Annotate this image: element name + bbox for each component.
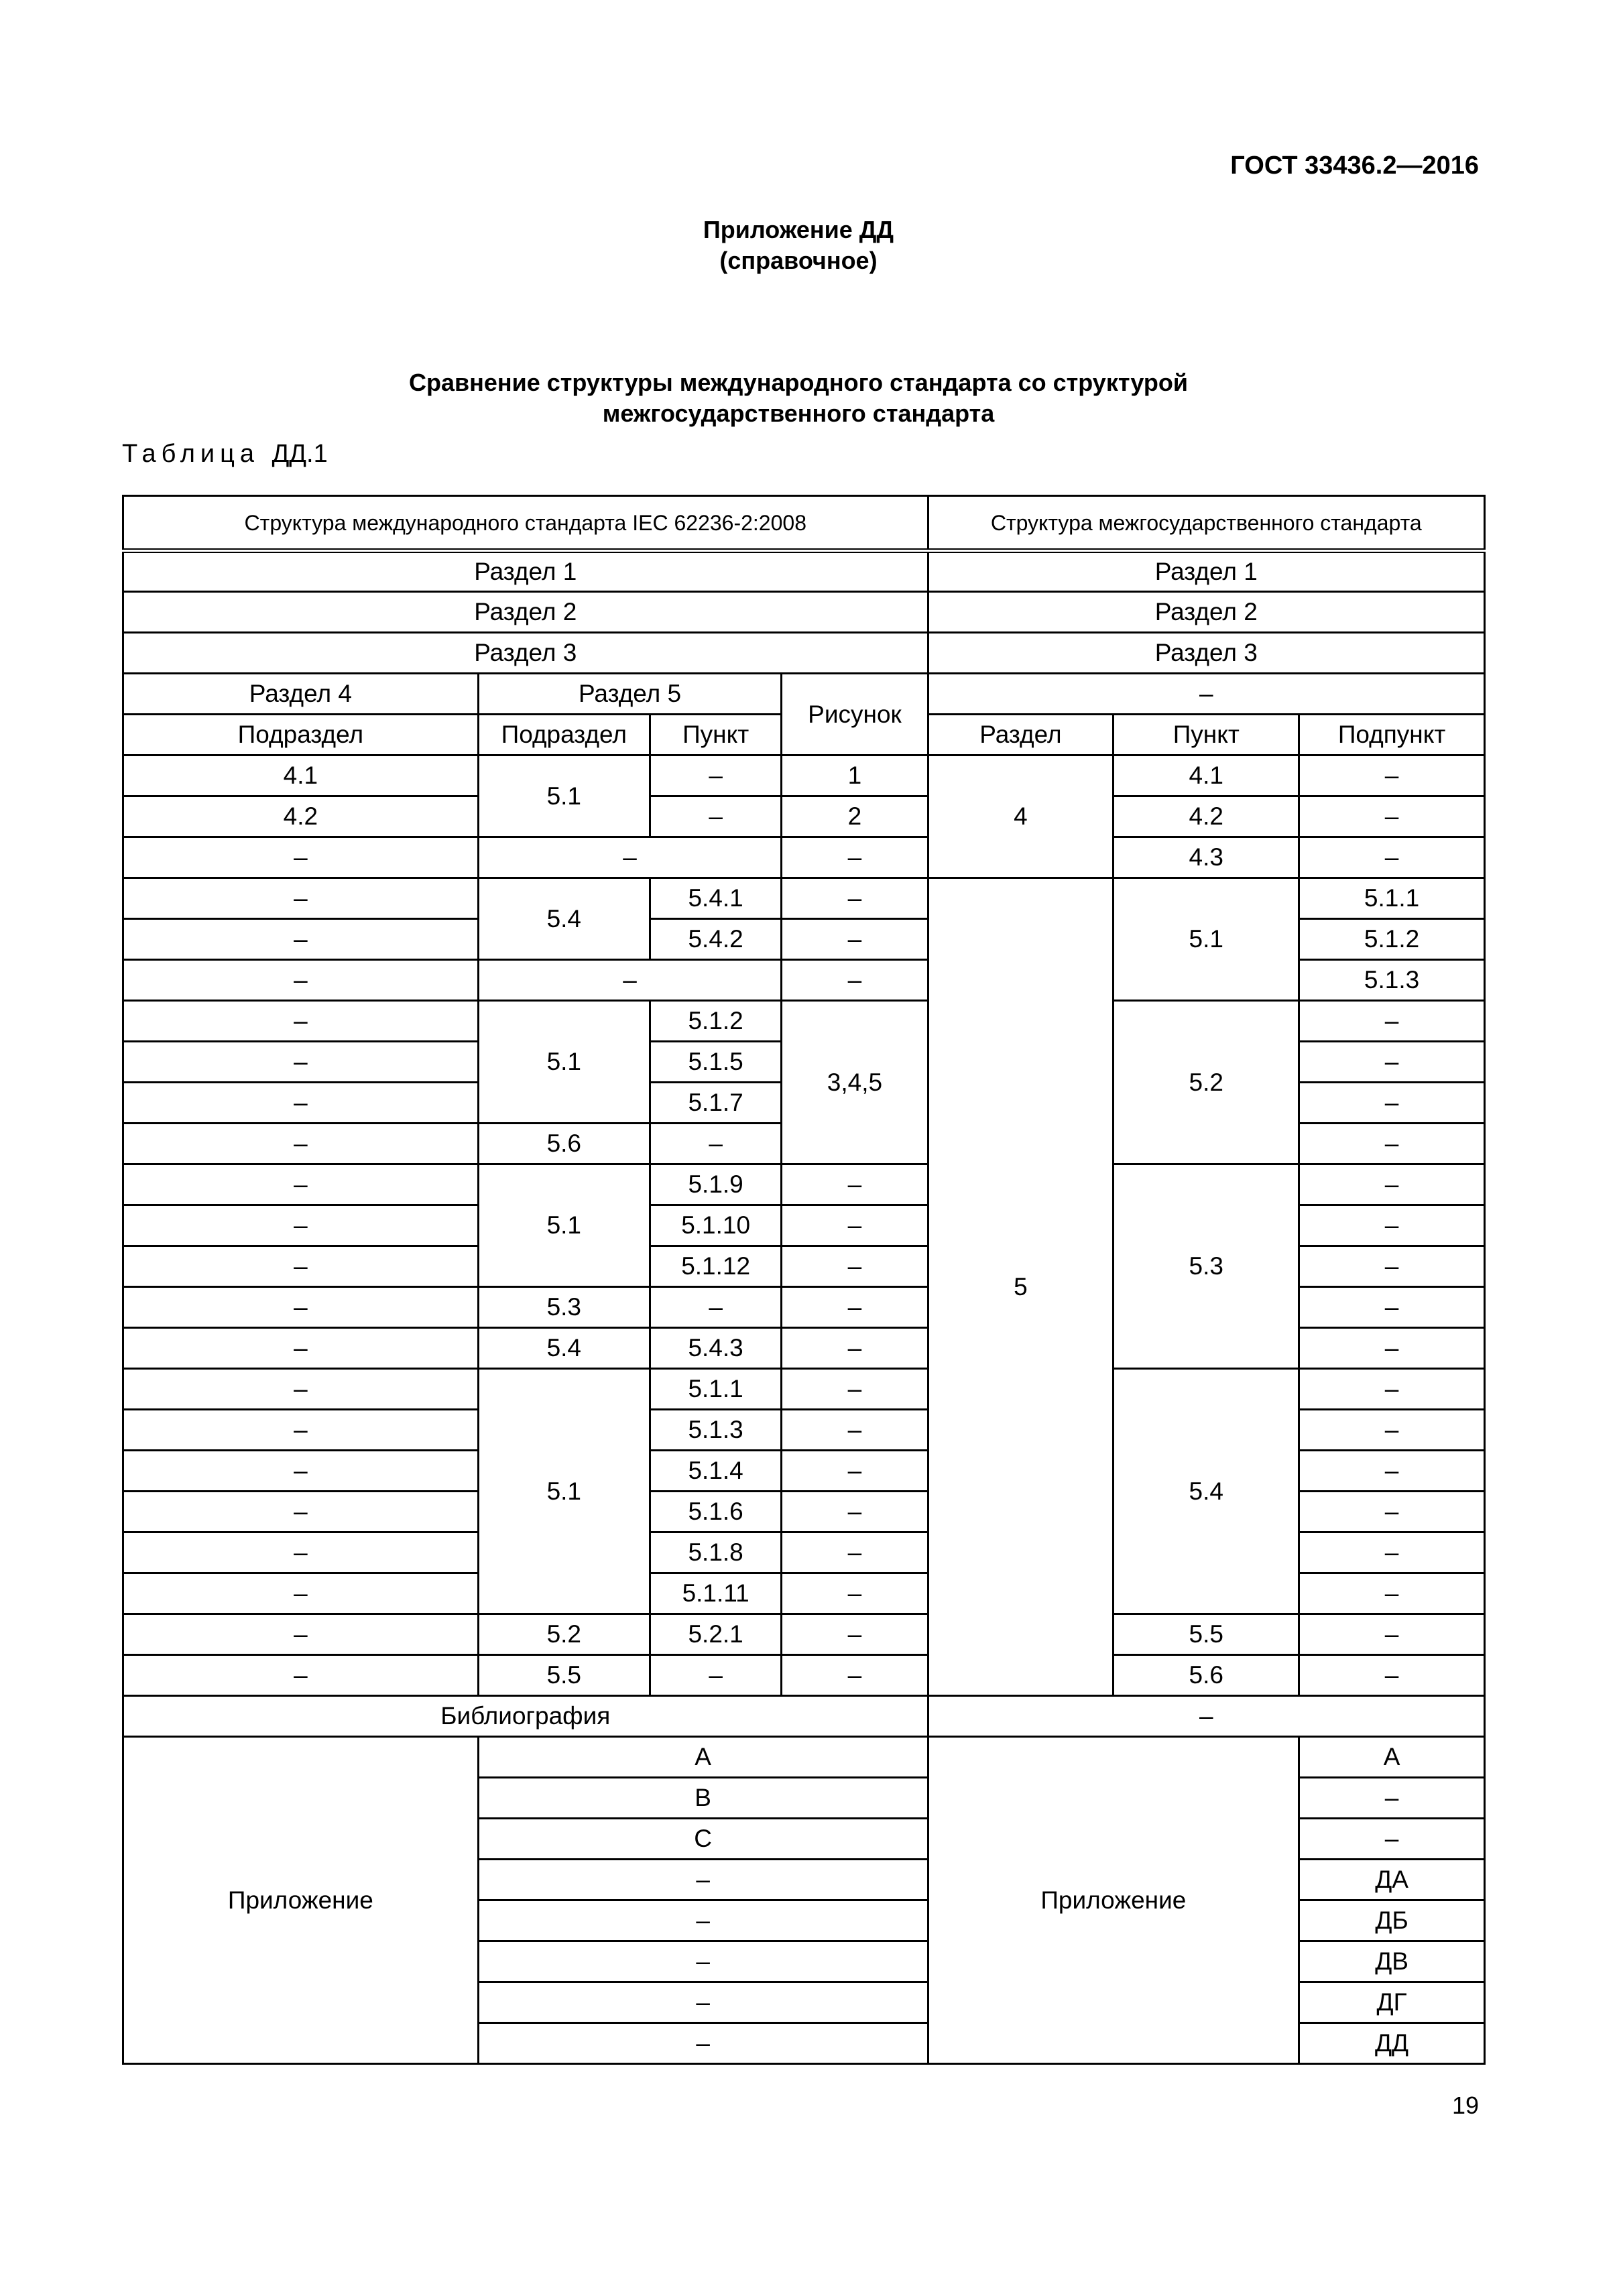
cell: – (478, 1860, 928, 1900)
table-row (123, 1655, 1485, 1696)
cell: – (1299, 1532, 1485, 1573)
cell: – (123, 960, 479, 1001)
table-row (123, 1614, 1485, 1655)
table-label-word: Таблица (122, 440, 259, 468)
standard-id: ГОСТ 33436.2—2016 (1230, 152, 1479, 180)
cell: – (123, 837, 479, 878)
cell: Раздел 2 (928, 592, 1484, 633)
cell: 4.2 (1114, 796, 1299, 837)
cell: – (1299, 1001, 1485, 1042)
cell: 5.4.2 (650, 919, 781, 960)
cell: – (478, 960, 782, 1001)
cell: – (1299, 1287, 1485, 1328)
cell: 5.4 (478, 878, 650, 960)
cell: 5.1 (1114, 878, 1299, 1001)
cell: – (1299, 796, 1485, 837)
cell: – (1299, 1328, 1485, 1369)
cell: – (123, 1532, 479, 1573)
table-row (123, 674, 1485, 715)
comparison-title (0, 367, 1597, 429)
cell: 5.1.1 (650, 1369, 781, 1410)
cell: 5.1.9 (650, 1164, 781, 1205)
cell: 5.1 (478, 1369, 650, 1614)
cell: – (1299, 1369, 1485, 1410)
cell: Пункт (1114, 715, 1299, 756)
cell: – (478, 1941, 928, 1982)
table-row (123, 1001, 1485, 1042)
cell: 5.1.6 (650, 1492, 781, 1532)
cell: 5.1.10 (650, 1205, 781, 1246)
cell: Подпункт (1299, 715, 1485, 756)
cell: Раздел 3 (123, 633, 928, 674)
cell: 5.1.7 (650, 1083, 781, 1124)
cell: 5.5 (1114, 1614, 1299, 1655)
cell: 5.1.1 (1299, 878, 1485, 919)
cell: B (478, 1778, 928, 1819)
cell: Раздел (928, 715, 1114, 756)
cell: – (928, 1696, 1484, 1737)
cell: – (650, 1287, 781, 1328)
cell: Раздел 4 (123, 674, 479, 715)
cell: 5.4.3 (650, 1328, 781, 1369)
cell: – (1299, 1573, 1485, 1614)
cell: – (1299, 1410, 1485, 1451)
cell: 4.2 (123, 796, 479, 837)
cell: Рисунок (782, 674, 928, 756)
cell: 5.6 (478, 1124, 650, 1164)
cell: – (928, 674, 1484, 715)
cell: – (1299, 1451, 1485, 1492)
cell: 5.1.12 (650, 1246, 781, 1287)
cell: C (478, 1819, 928, 1860)
cell: – (1299, 837, 1485, 878)
table-row (123, 551, 1485, 592)
table-row (123, 796, 1485, 837)
cell: – (1299, 1655, 1485, 1696)
cell: 5.1 (478, 1001, 650, 1124)
cell: Раздел 1 (123, 551, 928, 592)
cell: 5.1.11 (650, 1573, 781, 1614)
cell: – (1299, 1042, 1485, 1083)
cell: – (650, 1124, 781, 1164)
cell: 5.4 (1114, 1369, 1299, 1614)
cell: – (123, 1492, 479, 1532)
table-label (122, 440, 328, 469)
cell: – (123, 1614, 479, 1655)
cell: – (478, 1900, 928, 1941)
cell: 1 (782, 756, 928, 796)
cell: – (782, 1328, 928, 1369)
table-label-number: ДД.1 (272, 440, 328, 468)
cell: – (478, 2023, 928, 2064)
cell: Подраздел (123, 715, 479, 756)
cell: 4.1 (123, 756, 479, 796)
cell: – (123, 878, 479, 919)
cell: – (123, 1573, 479, 1614)
cell: – (1299, 1778, 1485, 1819)
table-row (123, 1164, 1485, 1205)
cell: – (123, 1083, 479, 1124)
cell: – (782, 1369, 928, 1410)
cell: – (123, 1410, 479, 1451)
cell: – (1299, 1614, 1485, 1655)
cell: 5.1.8 (650, 1532, 781, 1573)
cell: Раздел 1 (928, 551, 1484, 592)
appendix-subtitle: (справочное) (719, 247, 878, 274)
cell: – (123, 1164, 479, 1205)
table-row (123, 837, 1485, 878)
cell: – (782, 1287, 928, 1328)
cell: – (782, 1246, 928, 1287)
cell: – (782, 1410, 928, 1451)
cell: 5.3 (1114, 1164, 1299, 1369)
cell: – (782, 1532, 928, 1573)
table-row (123, 1696, 1485, 1737)
cell: Подраздел (478, 715, 650, 756)
cell: 5.1.5 (650, 1042, 781, 1083)
cell: ДА (1299, 1860, 1485, 1900)
table-row (123, 592, 1485, 633)
cell: 5.1 (478, 1164, 650, 1287)
cell: – (650, 756, 781, 796)
cell: – (1299, 1492, 1485, 1532)
col-header-intl: Структура международного стандарта IEC 62236-2:2008 (123, 496, 928, 551)
page-number: 19 (1451, 2092, 1479, 2119)
cell: 5.2.1 (650, 1614, 781, 1655)
cell: 5.1.4 (650, 1451, 781, 1492)
cell: 5.4.1 (650, 878, 781, 919)
cell: 4.3 (1114, 837, 1299, 878)
cell: – (782, 1164, 928, 1205)
table-row (123, 496, 1485, 551)
cell: – (782, 878, 928, 919)
cell: 5.1.3 (1299, 960, 1485, 1001)
table-row (123, 633, 1485, 674)
cell: – (1299, 1819, 1485, 1860)
cell: – (123, 919, 479, 960)
cell: 5.5 (478, 1655, 650, 1696)
cell: 4 (928, 756, 1114, 878)
cell: – (478, 1982, 928, 2023)
cell: 3,4,5 (782, 1001, 928, 1164)
cell: Приложение (928, 1737, 1299, 2064)
cell: Раздел 5 (478, 674, 782, 715)
cell: 2 (782, 796, 928, 837)
col-header-inter: Структура межгосударственного стандарта (928, 496, 1484, 551)
cell: – (123, 1001, 479, 1042)
table-row (123, 1369, 1485, 1410)
cell: – (123, 1287, 479, 1328)
cell: Библиография (123, 1696, 928, 1737)
comparison-title-line1: Сравнение структуры международного стандарта со структурой (408, 369, 1189, 396)
cell: – (782, 1614, 928, 1655)
comparison-table (122, 495, 1486, 2065)
cell: 5.1.3 (650, 1410, 781, 1451)
cell: – (782, 960, 928, 1001)
cell: 5.4 (478, 1328, 650, 1369)
cell: – (1299, 756, 1485, 796)
cell: – (478, 837, 782, 878)
cell: – (123, 1655, 479, 1696)
cell: – (1299, 1246, 1485, 1287)
cell: – (123, 1124, 479, 1164)
cell: Раздел 3 (928, 633, 1484, 674)
cell: – (123, 1042, 479, 1083)
cell: 5.2 (1114, 1001, 1299, 1164)
cell: – (782, 1655, 928, 1696)
cell: ДБ (1299, 1900, 1485, 1941)
table-row (123, 1737, 1485, 1778)
cell: – (123, 1205, 479, 1246)
appendix-title: Приложение ДД (703, 216, 894, 243)
cell: – (1299, 1164, 1485, 1205)
cell: – (123, 1246, 479, 1287)
cell: – (1299, 1205, 1485, 1246)
cell: – (123, 1328, 479, 1369)
cell: Раздел 2 (123, 592, 928, 633)
cell: A (478, 1737, 928, 1778)
cell: ДГ (1299, 1982, 1485, 2023)
cell: Пункт (650, 715, 781, 756)
cell: – (650, 1655, 781, 1696)
cell: – (782, 1492, 928, 1532)
cell: 5.1 (478, 756, 650, 837)
cell: ДВ (1299, 1941, 1485, 1982)
cell: – (650, 796, 781, 837)
cell: Приложение (123, 1737, 479, 2064)
comparison-title-line2: межгосударственного стандарта (602, 400, 995, 427)
cell: – (782, 1205, 928, 1246)
cell: 5.1.2 (1299, 919, 1485, 960)
cell: – (782, 919, 928, 960)
cell: – (1299, 1124, 1485, 1164)
cell: 5.3 (478, 1287, 650, 1328)
cell: – (782, 837, 928, 878)
cell: – (123, 1451, 479, 1492)
cell: 5 (928, 878, 1114, 1696)
cell: ДД (1299, 2023, 1485, 2064)
table-row (123, 756, 1485, 796)
appendix-heading (0, 215, 1597, 276)
cell: 5.1.2 (650, 1001, 781, 1042)
cell: – (782, 1451, 928, 1492)
cell: А (1299, 1737, 1485, 1778)
cell: 4.1 (1114, 756, 1299, 796)
cell: 5.6 (1114, 1655, 1299, 1696)
cell: – (123, 1369, 479, 1410)
cell: 5.2 (478, 1614, 650, 1655)
cell: – (1299, 1083, 1485, 1124)
table-row (123, 878, 1485, 919)
cell: – (782, 1573, 928, 1614)
